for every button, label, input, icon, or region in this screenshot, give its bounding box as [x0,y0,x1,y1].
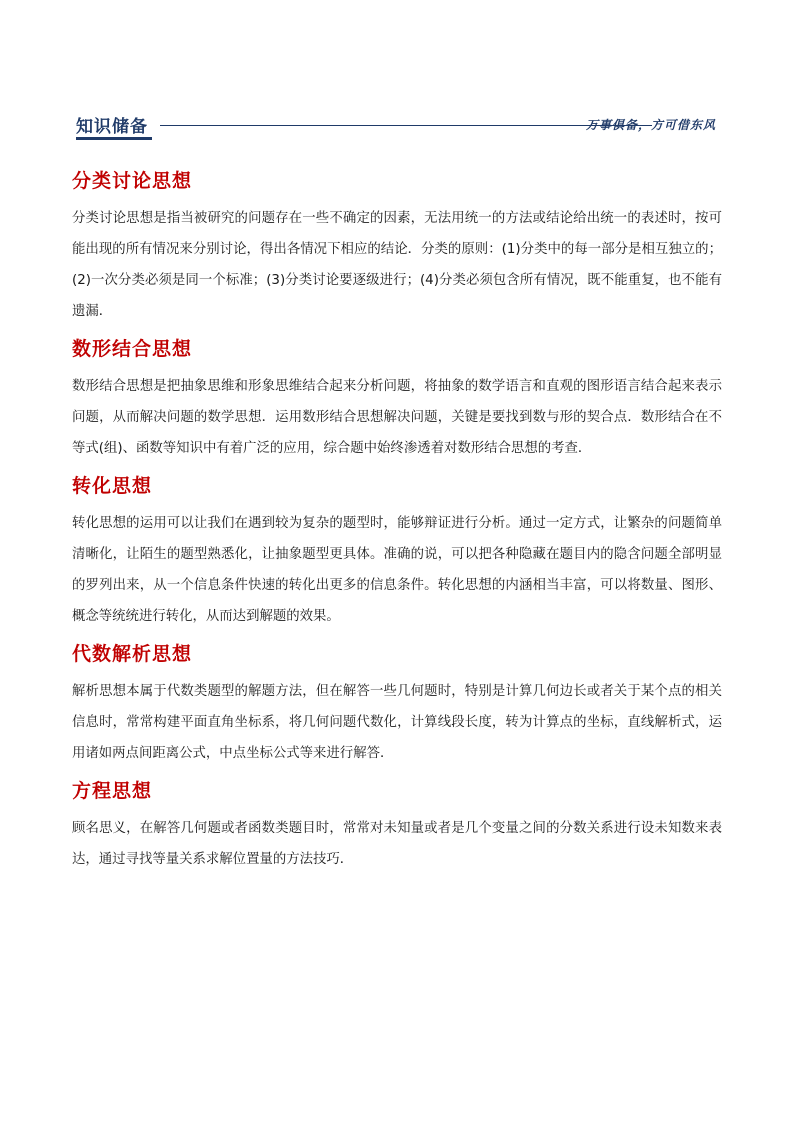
section-body: 顾名思义，在解答几何题或者函数类题目时，常常对未知量或者是几个变量之间的分数关系进行设未知数来表达，通过寻找等量关系求解位置量的方法技巧． [72,821,722,867]
section-title: 转化思想 [72,475,153,497]
section-body: 转化思想的运用可以让我们在遇到较为复杂的题型时，能够辩证进行分析。通过一定方式，让繁杂的问题简单清晰化，让陌生的题型熟悉化，让抽象题型更具体。准确的说，可以把各种隐藏在题目内的隐含问题全部明显的罗列出来，从一个信息条件快速的转化出更多的信息条件。转化思想的内涵相当丰富，可以将数量、图形、概念等统统进行转化，从而达到解题的效果。 [72,516,722,624]
header-title-underline [76,137,152,140]
section-title: 数形结合思想 [72,338,193,360]
header-divider [160,125,652,126]
section-title: 方程思想 [72,780,153,802]
section-equation [72,775,722,875]
section-transformation [72,470,722,632]
section-body: 数形结合思想是把抽象思维和形象思维结合起来分析问题，将抽象的数学语言和直观的图形语言结合起来表示问题，从而解决问题的数学思想．运用数形结合思想解决问题，关键是要找到数与形的契合点．数形结合在不等式(组)、函数等知识中有着广泛的应用，综合题中始终渗透着对数形结合思想的考查． [72,379,722,456]
section-title: 分类讨论思想 [72,170,193,192]
main-content [72,165,722,881]
section-algebraic-analysis [72,638,722,769]
section-classification [72,165,722,327]
header-motto: 万事俱备，方可借东风 [585,118,716,132]
section-body: 分类讨论思想是指当被研究的问题存在一些不确定的因素，无法用统一的方法或结论给出统一的表述时，按可能出现的所有情况来分别讨论，得出各情况下相应的结论．分类的原则：(1)分类中的每一部分是相互独立的；(2)一次分类必须是同一个标准；(3)分类讨论要逐级进行；(4)分类必须包含所有情况，既不能重复，也不能有遗漏． [72,211,722,319]
header-title: 知识储备 [76,117,148,137]
section-title: 代数解析思想 [72,643,193,665]
page-header [76,110,716,140]
section-body: 解析思想本属于代数类题型的解题方法，但在解答一些几何题时，特别是计算几何边长或者关于某个点的相关信息时，常常构建平面直角坐标系，将几何问题代数化，计算线段长度，转为计算点的坐标，直线解析式，运用诸如两点间距离公式，中点坐标公式等来进行解答． [72,684,722,761]
section-number-shape [72,333,722,464]
